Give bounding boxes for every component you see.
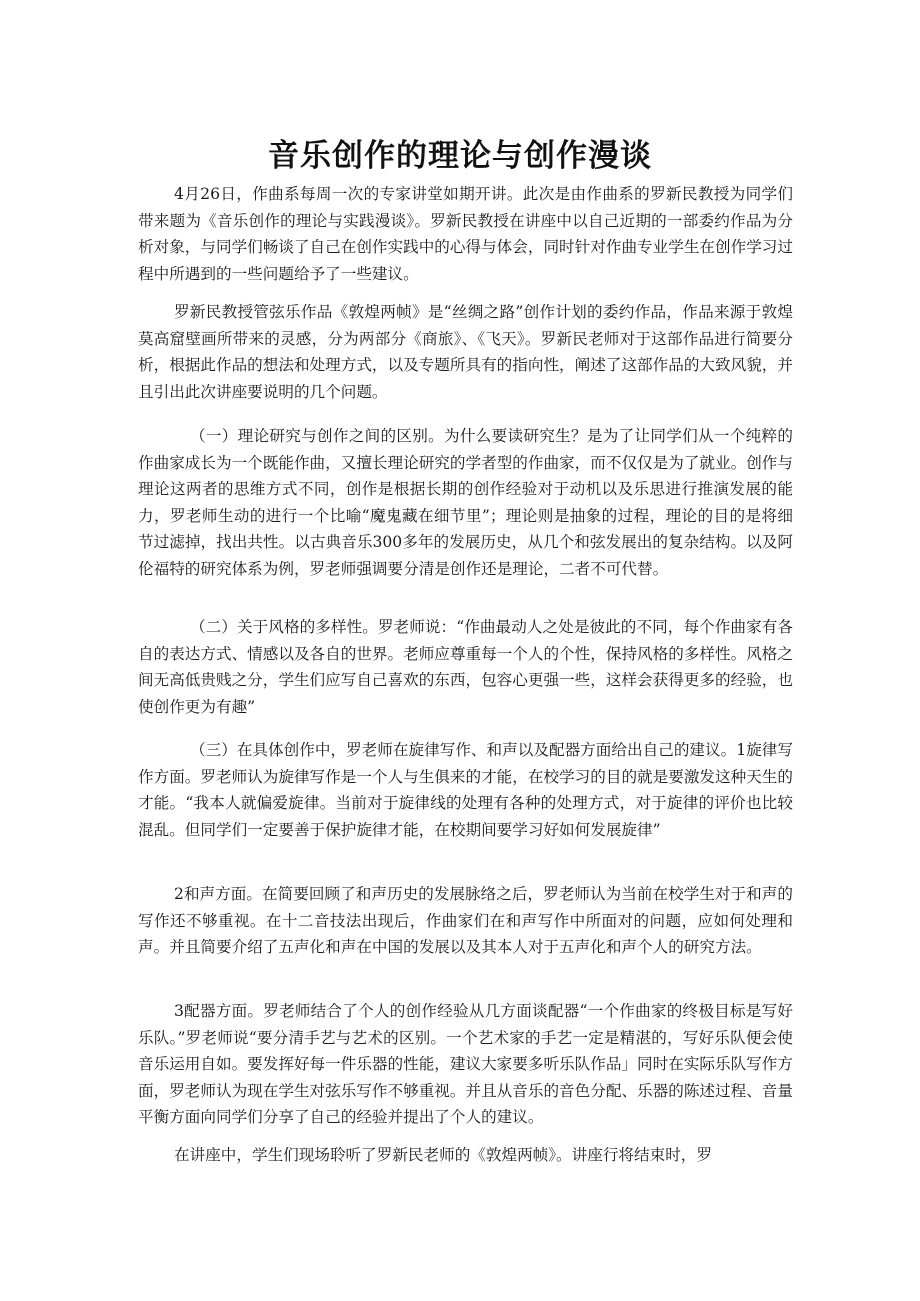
paragraph-point-one: （一）理论研究与创作之间的区别。为什么要读研究生？是为了让同学们从一个纯粹的作曲家成长为一个既能作曲，又擅长理论研究的学者型的作曲家，而不仅仅是为了就业。创作与理论这两者的思维方式不同，创作是根据长期的创作经验对于动机以及乐思进行推演发展的能力，罗老师生动的进行一个比喻“魔鬼藏在细节里”；理论则是抽象的过程，理论的目的是将细节过滤掉，找出共性。以古典音乐300多年的发展历史，从几个和弦发展出的复杂结构。以及阿伦福特的研究体系为例，罗老师强调要分清是创作还是理论，二者不可代替。 xyxy=(138,427,793,578)
paragraph-harmony: 2和声方面。在简要回顾了和声历史的发展脉络之后，罗老师认为当前在校学生对于和声的写作还不够重视。在十二音技法出现后，作曲家们在和声写作中所面对的问题，应如何处理和声。并且简要介绍了五声化和声在中国的发展以及其本人对于五声化和声个人的研究方法。 xyxy=(138,885,793,956)
page-title: 音乐创作的理论与创作漫谈 xyxy=(268,137,652,174)
paragraph-intro: 4月26日，作曲系每周一次的专家讲堂如期开讲。此次是由作曲系的罗新民教授为同学们带来题为《音乐创作的理论与实践漫谈》。罗新民教授在讲座中以自己近期的一部委约作品为分析对象，与同学们畅谈了自己在创作实践中的心得与体会，同时针对作曲专业学生在创作学习过程中所遇到的一些问题给予了一些建议。 xyxy=(138,185,793,283)
paragraph-orchestration: 3配器方面。罗老师结合了个人的创作经验从几方面谈配器“一个作曲家的终极目标是写好乐队。”罗老师说“要分清手艺与艺术的区别。一个艺术家的手艺一定是精湛的，写好乐队便会使音乐运用自如。要发挥好每一件乐器的性能，建议大家要多听乐队作品」同时在实际乐队写作方面，罗老师认为现在学生对弦乐写作不够重视。并且从音乐的音色分配、乐器的陈述过程、音量平衡方面向同学们分享了自己的经验并提出了个人的建议。 xyxy=(138,1002,793,1126)
paragraph-point-two: （二）关于风格的多样性。罗老师说：“作曲最动人之处是彼此的不同，每个作曲家有各自的表达方式、情感以及各自的世界。老师应尊重每一个人的个性，保持风格的多样性。风格之间无高低贵贱之分，学生们应写自己喜欢的东西，包容心更强一些，这样会获得更多的经验，也使创作更为有趣” xyxy=(138,618,793,716)
paragraph-work-overview: 罗新民教授管弦乐作品《敦煌两帧》是“丝绸之路”创作计划的委约作品，作品来源于敦煌莫高窟壁画所带来的灵感，分为两部分《商旅》、《飞天》。罗新民老师对于这部作品进行简要分析，根据此作品的想法和处理方式，以及专题所具有的指向性，阐述了这部作品的大致风貌，并且引出此次讲座要说明的几个问题。 xyxy=(138,303,793,401)
paragraph-closing: 在讲座中，学生们现场聆听了罗新民老师的《敦煌两帧》。讲座行将结束时，罗 xyxy=(174,1146,712,1164)
paragraph-point-three: （三）在具体创作中，罗老师在旋律写作、和声以及配器方面给出自己的建议。1旋律写作方面。罗老师认为旋律写作是一个人与生俱来的才能，在校学习的目的就是要激发这种天生的才能。“我本人就偏爱旋律。当前对于旋律线的处理有各种的处理方式，对于旋律的评价也比较混乱。但同学们一定要善于保护旋律才能，在校期间要学习好如何发展旋律” xyxy=(138,741,793,839)
